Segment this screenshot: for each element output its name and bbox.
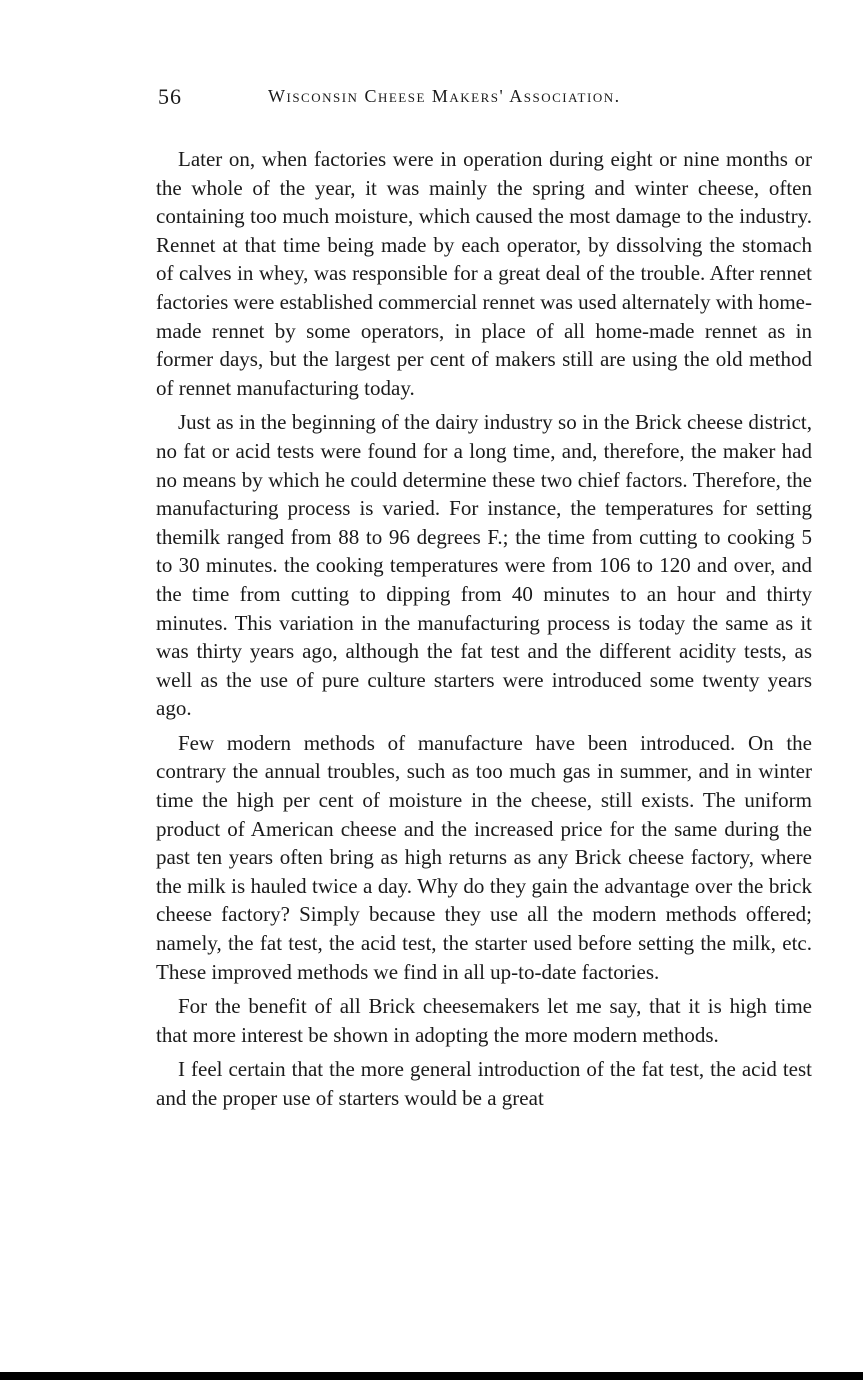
- paragraph: Later on, when factories were in operation during eight or nine months or the whole of the year, it was mainly the spring and winter cheese, often containing too much moisture, which caused the most damage to the industry. Rennet at that time being made by each operator, by dissolving the stomach of calves in whey, was responsible for a great deal of the trouble. After rennet factories were established commercial rennet was used alternately with home-made rennet by some operators, in place of all home-made rennet as in former days, but the largest per cent of makers still are using the old method of rennet manufacturing today.: [156, 147, 812, 400]
- scan-bottom-edge: [0, 1372, 863, 1380]
- page-number: 56: [158, 84, 182, 109]
- paragraph: I feel certain that the more general introduction of the fat test, the acid test and the proper use of starters would be a great: [156, 1057, 812, 1110]
- paragraph: Just as in the beginning of the dairy industry so in the Brick cheese district, no fat or acid tests were found for a long time, and, therefore, the maker had no means by which he could determine these two chief factors. Therefore, the manufacturing process is varied. For instance, the temperatures for setting themilk ranged from 88 to 96 degrees F.; the time from cutting to cooking 5 to 30 minutes. the cooking temperatures were from 106 to 120 and over, and the time from cutting to dipping from 40 minutes to an hour and thirty minutes. This variation in the manufacturing process is today the same as it was thirty years ago, although the fat test and the different acidity tests, as well as the use of pure culture starters were introduced some twenty years ago.: [156, 410, 812, 721]
- body-text: [156, 145, 812, 1113]
- paragraph: For the benefit of all Brick cheesemakers let me say, that it is high time that more interest be shown in adopting the more modern methods.: [156, 994, 812, 1047]
- page-header: [158, 84, 718, 118]
- running-title: Wisconsin Cheese Makers' Association.: [268, 86, 621, 106]
- paragraph: Few modern methods of manufacture have been introduced. On the contrary the annual troubles, such as too much gas in summer, and in winter time the high per cent of moisture in the cheese, still exists. The uniform product of American cheese and the increased price for the same during the past ten years often bring as high returns as any Brick cheese factory, where the milk is hauled twice a day. Why do they gain the advantage over the brick cheese factory? Simply because they use all the modern methods offered; namely, the fat test, the acid test, the starter used before setting the milk, etc. These improved methods we find in all up-to-date factories.: [156, 730, 812, 984]
